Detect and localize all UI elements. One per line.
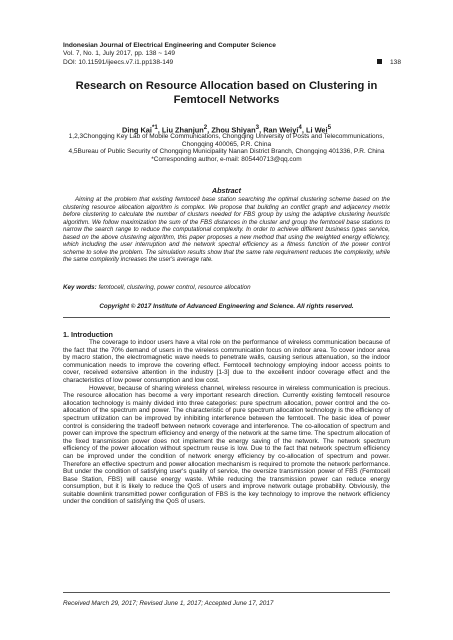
affiliations: [63, 133, 390, 164]
journal-header: [63, 42, 403, 67]
author-list: Ding Kai$^{*1}$, Liu Zhanjun$^2$, Zhou Shiyan$^3$, Ran Weiyi$^4$, Li Wei$^5$: [121, 124, 332, 135]
copyright-notice: Copyright © 2017 Institute of Advanced Engineering and Science. All rights reserved.: [99, 303, 354, 310]
received-dates: Received March 29, 2017; Revised June 1, 2017; Accepted June 17, 2017: [63, 600, 274, 607]
keywords: [63, 284, 390, 291]
journal-name: Indonesian Journal of Electrical Engineering and Computer Science: [63, 42, 276, 49]
page-number-text: 138: [390, 59, 402, 66]
paper-title: Research on Resource Allocation based on Clustering in Femtocell Networks: [75, 80, 378, 106]
journal-doi: DOI: 10.11591/ijeecs.v7.i1.pp138-149: [63, 58, 174, 66]
keywords-label: Key words:: [63, 284, 97, 291]
corresponding-author: *Corresponding author, e-mail: 805440713@qq.com: [151, 156, 302, 164]
affiliation-2: 4,5Bureau of Public Security of Chongqing Municipality Nanan District Branch, Chongqing 401336, P.R. China: [68, 148, 385, 156]
footer-divider: [63, 592, 390, 593]
journal-volume: Vol. 7, No. 1, July 2017, pp. 138 ~ 149: [63, 50, 175, 58]
section-body: [63, 339, 390, 506]
page-number: [377, 59, 401, 66]
abstract-heading: Abstract: [211, 186, 242, 195]
section-heading: 1. Introduction: [63, 330, 113, 339]
square-bullet-icon: [377, 59, 382, 64]
abstract-body: [63, 196, 390, 264]
affiliation-1: 1,2,3Chongqing Key Lab of Mobile Communications, Chongqing University of Posts and Telecommunications, Chongqing 400065, P.R. China: [68, 133, 385, 148]
paragraph: The coverage to indoor users have a vital role on the performance of wireless communication because of the fact that the 70% demand of users in the wireless communication focus on indoor area. To cover indoor area by macro station, the electromagnetic wave needs to penetrate walls, causing serious attenuation, so the indoor communication needs to improve the covering effect. Femtocell technology employing indoor access points to cover, received extensive attention in the industry [1-3] due to the excellent indoor coverage effect and the characteristics of low power consumption and low cost.: [63, 339, 390, 384]
paragraph: However, because of sharing wireless channel, wireless resource in wireless communication is precious. The resource allocation has become a very important research direction. Currently existing femtocell resource allocation technology is mainly divided into three categories: pure spectrum allocation, power control and the co-allocation of the spectrum and power. The characteristic of pure spectrum allocation technology is the efficiency of spectrum utilization can be improved by inhibiting interference between the femtocell. The basic idea of power control is considering the tradeoff between network coverage and interference. The co-allocation of spectrum and power can improve the spectrum efficiency and energy of the network at the same time. The spectrum allocation of the fixed transmission power does not implement the energy saving of the network. The network spectrum efficiency of the power allocation without spectrum reuse is low. Due to the fact that network spectrum efficiency can be improved under the condition of network energy efficiency by co-allocation of spectrum and power. Therefore an effective spectrum and power allocation mechanism is required to promote the network performance. But under the condition of satisfying user's quality of service, the oversize transmission power of FBS (Femtocell Base Station, FBS) will cause energy waste. While reducing the transmission power can reduce energy consumption, but it is likely to reduce the QoS of users and improve network outage probability. Obviously, the suitable downlink transmitted power configuration of FBS is the key technology to improve the network efficiency under the condition of satisfying the QoS of users.: [63, 384, 390, 506]
abstract-text: Aiming at the problem that existing femtocell base station searching the optimal clustering scheme based on the clustering resource allocation algorithm is complex. We propose that building an conflict graph and adjacency metrix before clustering to calculate the number of clusters needed for FBS group by using the adaptive clustering heuristic algorithm. We follow maximization the sum of the FBS distances in the cluster and group the femtocell base stations to narrow the search range to reduce the computational complexity. In order to achieve different business types service, based on the above clustering algorithm, this paper proposes a new method that using the weighted energy efficiency, which including the user interruption and the network spectral efficiency as a fitness function of the power control scheme to solve the problem. The simulation results show that the same rate requirement reduces the complexity, while the same complexity increases the user's average rate.: [63, 196, 390, 264]
keywords-text: femtocell, clustering, power control, resource allocation: [98, 284, 251, 291]
divider: [63, 317, 390, 318]
